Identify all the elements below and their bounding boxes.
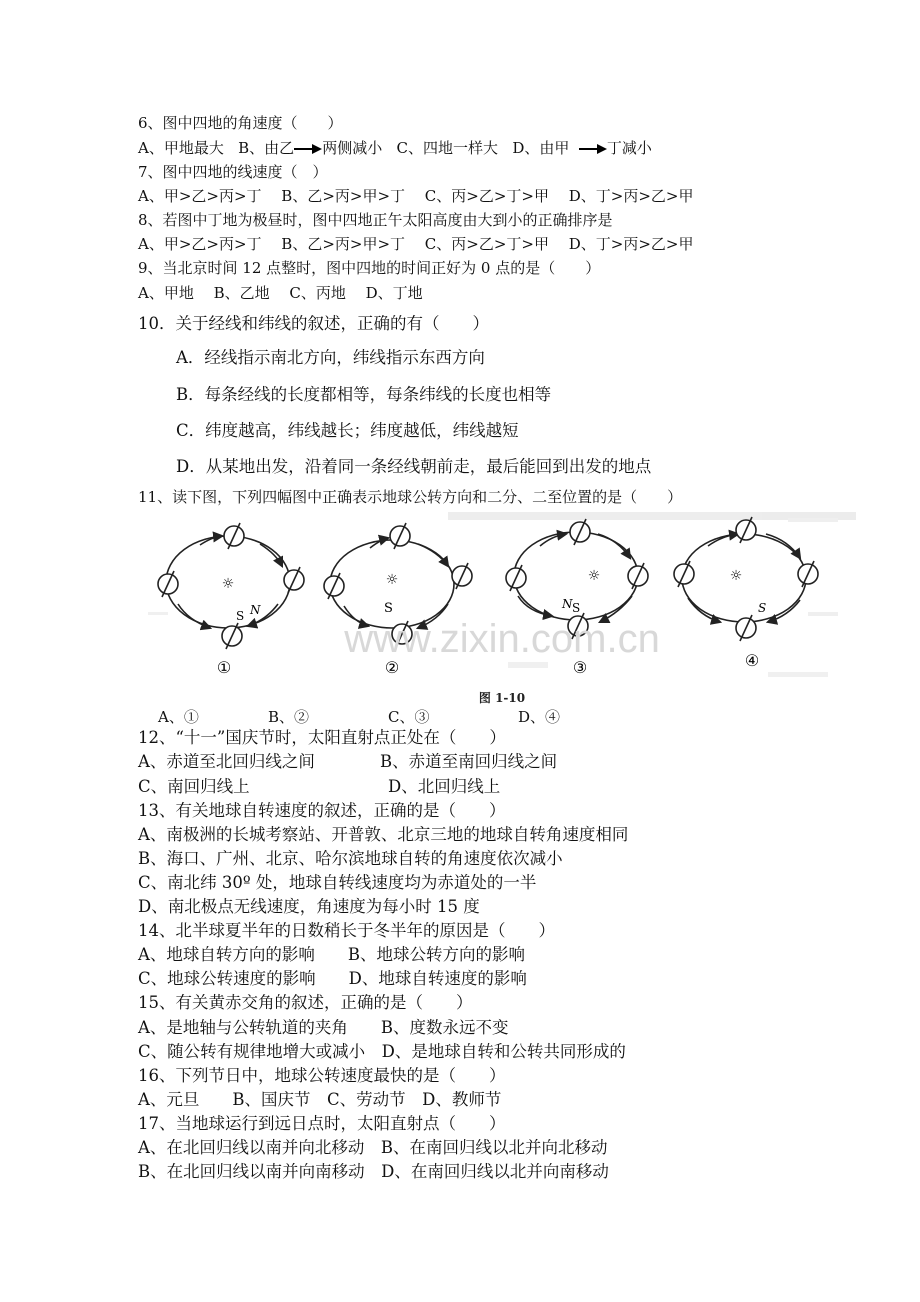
- rotation-s-mark: S: [384, 601, 393, 616]
- q7-options: A、甲>乙>丙>丁 B、乙>丙>甲>丁 C、丙>乙>丁>甲 D、丁>丙>乙>甲: [138, 187, 694, 205]
- figure-number-2: ②: [384, 658, 400, 677]
- q6-option-d-start: D、由甲: [512, 139, 570, 157]
- q14-stem: 14、北半球夏半年的日数稍长于冬半年的原因是（ ）: [138, 921, 555, 940]
- north-label: N: [562, 597, 573, 611]
- q15-options-ab: A、是地轴与公转轨道的夹角 B、度数永远不变: [138, 1018, 509, 1037]
- q6-options: [138, 138, 652, 158]
- arrow-right-icon: [579, 143, 607, 155]
- q9-options: A、甲地 B、乙地 C、丙地 D、丁地: [138, 284, 423, 302]
- q14-options-ab: A、地球自转方向的影响 B、地球公转方向的影响: [138, 945, 526, 964]
- q11-option-d: D、④: [518, 708, 561, 726]
- q8-stem: 8、若图中丁地为极昼时，图中四地正午太阳高度由大到小的正确排序是: [138, 211, 613, 229]
- q15-stem: 15、有关黄赤交角的叙述，正确的是（ ）: [138, 993, 473, 1012]
- q16-stem: 16、下列节日中，地球公转速度最快的是（ ）: [138, 1066, 506, 1085]
- q6-option-c: C、四地一样大: [396, 139, 498, 157]
- sun-icon: ☼: [385, 572, 399, 588]
- north-label: N: [250, 603, 261, 617]
- q13-stem: 13、有关地球自转速度的叙述，正确的是（ ）: [138, 801, 506, 820]
- q10-option-c: C．纬度越高，纬线越长；纬度越低，纬线越短: [176, 421, 519, 440]
- q17-options-ab: A、在北回归线以南并向北移动 B、在南回归线以北并向北移动: [138, 1138, 608, 1157]
- q11-stem: 11、读下图，下列四幅图中正确表示地球公转方向和二分、二至位置的是（ ）: [138, 488, 683, 506]
- q15-options-cd: C、随公转有规律地增大或减小 D、是地球自转和公转共同形成的: [138, 1042, 626, 1061]
- q14-options-cd: C、地球公转速度的影响 D、地球自转速度的影响: [138, 969, 527, 988]
- q6-option-b: [238, 139, 382, 157]
- q13-option-c: C、南北纬 30º 处，地球自转线速度均为赤道处的一半: [138, 873, 537, 892]
- q8-options: A、甲>乙>丙>丁 B、乙>丙>甲>丁 C、丙>乙>丁>甲 D、丁>丙>乙>甲: [138, 235, 694, 253]
- q6-option-d-end: 丁减小: [606, 139, 652, 157]
- orbit-diagram-4: [674, 517, 818, 670]
- q13-option-b: B、海口、广州、北京、哈尔滨地球自转的角速度依次减小: [138, 849, 563, 868]
- q13-option-d: D、南北极点无线速度，角速度为每小时 15 度: [138, 897, 480, 916]
- q16-options: A、元旦 B、国庆节 C、劳动节 D、教师节: [138, 1090, 502, 1109]
- q12-option-a: A、赤道至北回归线之间: [138, 752, 315, 771]
- orbit-figure: [148, 512, 856, 704]
- figure-caption: 图 1-10: [478, 691, 526, 704]
- q10-option-b: B．每条经线的长度都相等，每条纬线的长度也相等: [176, 385, 552, 404]
- q12-option-c: C、南回归线上: [138, 777, 250, 796]
- q10-stem: 10．关于经线和纬线的叙述，正确的有（ ）: [138, 314, 489, 333]
- q17-options-cd: B、在北回归线以南并向南移动 D、在南回归线以北并向南移动: [138, 1162, 609, 1181]
- q9-stem: 9、当北京时间 12 点整时，图中四地的时间正好为 0 点的是（ ）: [138, 259, 601, 277]
- rotation-s-mark: S: [572, 601, 581, 615]
- orbit-diagram-1: [158, 523, 304, 677]
- q12-option-b: B、赤道至南回归线之间: [380, 752, 558, 771]
- q17-stem: 17、当地球运行到远日点时，太阳直射点（ ）: [138, 1114, 506, 1133]
- q13-option-a: A、南极洲的长城考察站、开普敦、北京三地的地球自转角速度相同: [138, 825, 629, 844]
- q11-option-c: C、③: [388, 708, 430, 726]
- figure-number-4: ④: [744, 651, 760, 670]
- q12-stem: 12、“十一”国庆节时，太阳直射点正处在（ ）: [138, 728, 506, 747]
- rotation-s-mark: S: [758, 601, 767, 615]
- q6-option-b-end: 两侧减小: [322, 139, 383, 157]
- arrow-right-icon: [294, 143, 322, 155]
- q7-stem: 7、图中四地的线速度（ ）: [138, 163, 328, 181]
- q11-option-a: A、①: [158, 708, 199, 726]
- q6-stem: 6、图中四地的角速度（ ）: [138, 114, 343, 132]
- rotation-s-mark: S: [236, 609, 245, 623]
- q6-option-a: A、甲地最大: [138, 139, 224, 157]
- q10-option-d: D．从某地出发，沿着同一条经线朝前走，最后能回到出发的地点: [176, 457, 652, 476]
- sun-icon: ☼: [587, 568, 601, 584]
- q11-option-b: B、②: [268, 708, 310, 726]
- q6-option-d: [512, 139, 652, 157]
- figure-number-3: ③: [572, 658, 588, 677]
- orbit-diagrams-svg: [148, 512, 856, 704]
- sun-icon: ☼: [729, 568, 743, 584]
- q12-option-d: D、北回归线上: [388, 777, 501, 796]
- watermark: www.zixin.com.cn: [344, 617, 660, 661]
- sun-icon: ☼: [221, 576, 235, 592]
- q10-option-a: A．经线指示南北方向，纬线指示东西方向: [176, 348, 485, 367]
- q6-option-b-start: B、由乙: [238, 139, 295, 157]
- figure-number-1: ①: [216, 658, 232, 677]
